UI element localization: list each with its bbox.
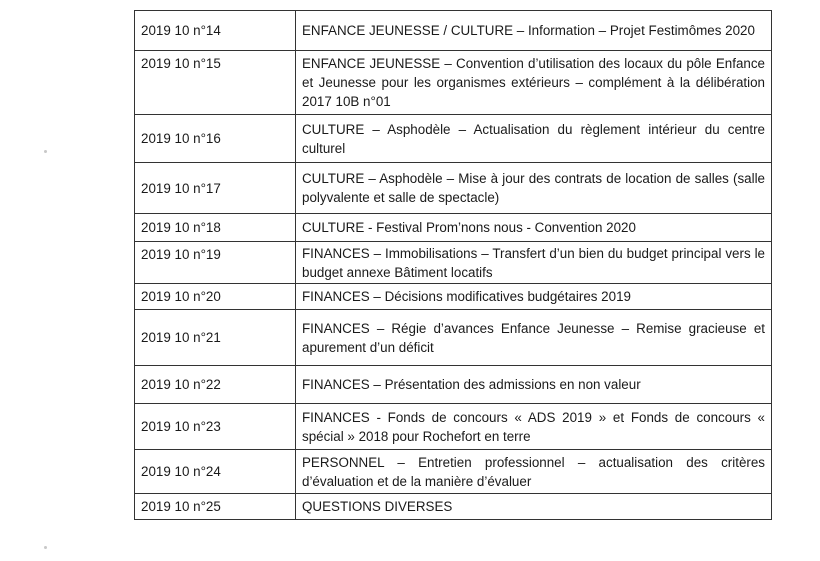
table-row bbox=[135, 404, 772, 450]
deliberation-subject: FINANCES - Fonds de concours « ADS 2019 » et Fonds de concours « spécial » 2018 pour Rochefort en terre bbox=[296, 404, 772, 450]
deliberation-number: 2019 10 n°16 bbox=[135, 115, 296, 163]
scan-dot bbox=[44, 150, 47, 153]
table-row bbox=[135, 51, 772, 115]
table-row bbox=[135, 11, 772, 51]
table-row bbox=[135, 494, 772, 520]
scan-dot bbox=[44, 546, 47, 549]
deliberation-subject: CULTURE – Asphodèle – Actualisation du règlement intérieur du centre culturel bbox=[296, 115, 772, 163]
deliberation-subject: QUESTIONS DIVERSES bbox=[296, 494, 772, 520]
deliberations-table bbox=[134, 10, 772, 520]
deliberation-number: 2019 10 n°21 bbox=[135, 310, 296, 366]
deliberation-subject: ENFANCE JEUNESSE / CULTURE – Information – Projet Festimômes 2020 bbox=[296, 11, 772, 51]
table-row bbox=[135, 163, 772, 214]
table-row bbox=[135, 284, 772, 310]
deliberation-number: 2019 10 n°19 bbox=[135, 242, 296, 284]
deliberation-number: 2019 10 n°18 bbox=[135, 214, 296, 242]
deliberation-number: 2019 10 n°20 bbox=[135, 284, 296, 310]
deliberation-number: 2019 10 n°22 bbox=[135, 366, 296, 404]
deliberation-subject: FINANCES – Régie d’avances Enfance Jeunesse – Remise gracieuse et apurement d’un déficit bbox=[296, 310, 772, 366]
table-row bbox=[135, 366, 772, 404]
deliberation-number: 2019 10 n°17 bbox=[135, 163, 296, 214]
table-row bbox=[135, 242, 772, 284]
deliberation-subject: CULTURE – Asphodèle – Mise à jour des contrats de location de salles (salle polyvalente et salle de spectacle) bbox=[296, 163, 772, 214]
table-row bbox=[135, 214, 772, 242]
deliberation-subject: CULTURE - Festival Prom’nons nous - Convention 2020 bbox=[296, 214, 772, 242]
deliberation-number: 2019 10 n°15 bbox=[135, 51, 296, 115]
deliberation-subject: ENFANCE JEUNESSE – Convention d’utilisation des locaux du pôle Enfance et Jeunesse pour les organismes extérieurs – complément à la délibération 2017 10B n°01 bbox=[296, 51, 772, 115]
table-row bbox=[135, 115, 772, 163]
table-row bbox=[135, 310, 772, 366]
deliberation-number: 2019 10 n°24 bbox=[135, 450, 296, 494]
deliberation-subject: FINANCES – Présentation des admissions en non valeur bbox=[296, 366, 772, 404]
table-row bbox=[135, 450, 772, 494]
deliberation-number: 2019 10 n°25 bbox=[135, 494, 296, 520]
deliberation-subject: FINANCES – Immobilisations – Transfert d’un bien du budget principal vers le budget annexe Bâtiment locatifs bbox=[296, 242, 772, 284]
deliberation-subject: PERSONNEL – Entretien professionnel – actualisation des critères d’évaluation et de la manière d’évaluer bbox=[296, 450, 772, 494]
deliberation-subject: FINANCES – Décisions modificatives budgétaires 2019 bbox=[296, 284, 772, 310]
deliberation-number: 2019 10 n°23 bbox=[135, 404, 296, 450]
deliberation-number: 2019 10 n°14 bbox=[135, 11, 296, 51]
